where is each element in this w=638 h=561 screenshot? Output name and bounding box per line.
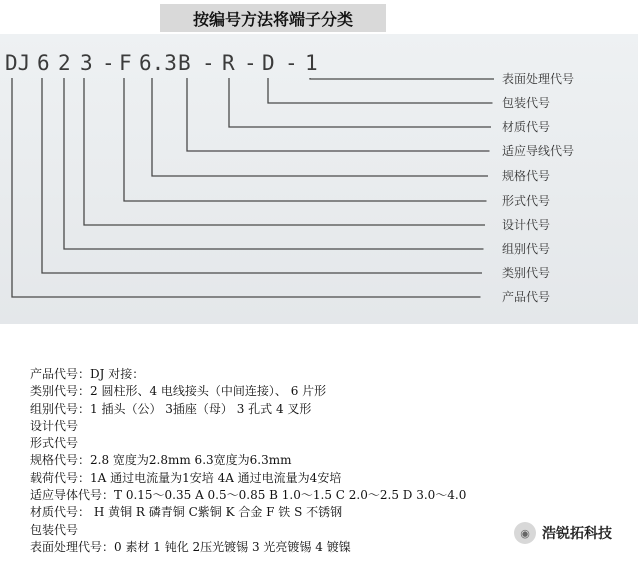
watermark [514,522,612,544]
code-char: D [262,51,275,75]
desc-line: 类别代号：2 圆柱形、4 电线接头（中间连接）、 6 片形 [30,384,327,399]
code-char: 2 [58,51,71,75]
code-label: 组别代号 [502,242,551,256]
connector-line [310,78,494,79]
code-char: 6.3 [139,51,177,75]
code-char: - [102,51,115,75]
watermark-text: 浩锐拓科技 [542,526,612,542]
code-char: - [244,51,257,75]
desc-line: 表面处理代号：0 素材 1 钝化 2压光镀锡 3 光亮镀锡 4 镀镍 [30,539,351,554]
connector-line [124,78,487,201]
code-char: 6 [37,51,50,75]
code-char: 1 [305,51,318,75]
code-label: 设计代号 [502,218,551,232]
code-label: 类别代号 [502,266,551,280]
desc-line: 载荷代号：1A 通过电流量为1安培 4A 通过电流量为4安培 [30,470,342,485]
code-label: 规格代号 [502,169,551,183]
code-char: - [202,51,215,75]
code-char: R [222,51,235,75]
code-char: - [285,51,298,75]
desc-line: 形式代号 [30,436,79,451]
code-descriptions [30,366,510,556]
code-label: 适应导线代号 [502,144,575,158]
connector-line [12,78,481,297]
desc-line: 产品代号：DJ 对接： [30,367,145,381]
code-label: 形式代号 [502,194,551,208]
desc-line: 适应导体代号：T 0.15～0.35 A 0.5～0.85 B 1.0～1.5 C 2.0～2.5 D 3.0～4.0 [30,488,467,503]
desc-line: 规格代号：2.8 宽度为2.8mm 6.3宽度为6.3mm [30,453,292,468]
desc-line: 组别代号：1 插头（公） 3插座（母） 3 孔式 4 叉形 [30,401,312,416]
code-diagram-photo [0,34,638,324]
desc-line: 材质代号： H 黄铜 R 磷青铜 C紫铜 K 合金 F 铁 S 不锈钢 [30,505,343,520]
code-label: 表面处理代号 [502,72,575,86]
diagram-title: 按编号方法将端子分类 [160,4,386,32]
code-char: F [119,51,132,75]
code-label: 材质代号 [502,120,551,134]
code-label: 包装代号 [502,96,551,110]
connector-line [268,78,493,103]
code-char: 3 [80,51,93,75]
wechat-icon: ◉ [514,522,536,544]
code-char: B [178,51,191,75]
connector-line [187,78,490,151]
desc-line: 包装代号 [30,522,79,537]
desc-line: 设计代号 [30,418,79,433]
code-diagram [0,34,638,324]
code-label: 产品代号 [502,290,551,304]
code-char: DJ [5,51,31,75]
